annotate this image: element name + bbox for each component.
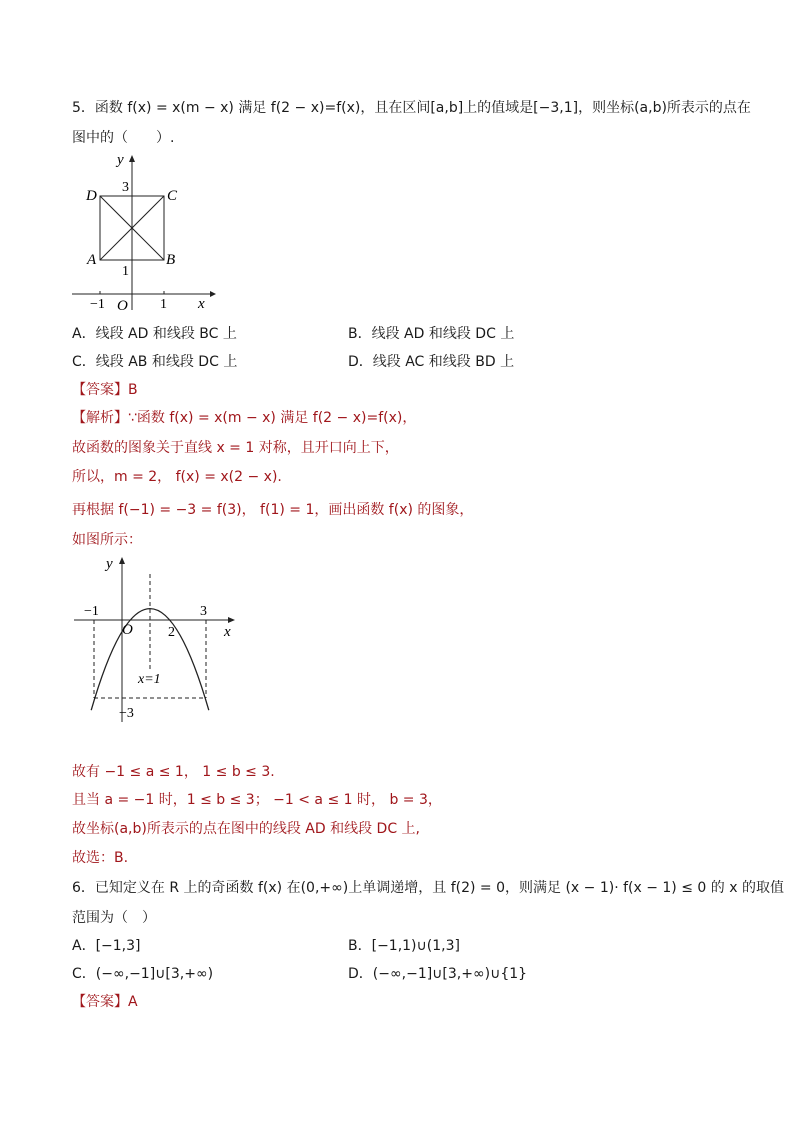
graph-x-arrow bbox=[228, 617, 235, 623]
x-axis-arrow bbox=[210, 291, 216, 297]
analysis-text: ∵函数 f(x) = x(m − x) 满足 f(2 − x)=f(x)， bbox=[128, 410, 417, 426]
analysis-label: 【解析】 bbox=[72, 410, 128, 426]
point-d-label: D bbox=[86, 188, 97, 204]
graph-origin: O bbox=[122, 622, 133, 638]
q6-option-a: A．[−1,3] bbox=[72, 938, 141, 954]
q5-answer: 【答案】B bbox=[72, 382, 138, 398]
q5-option-b: B．线段 AD 和线段 DC 上 bbox=[348, 326, 515, 342]
tick-3: 3 bbox=[122, 180, 129, 195]
q5-analysis-line1 bbox=[72, 408, 416, 428]
y-axis-arrow bbox=[129, 155, 135, 162]
q5-analysis-line5: 如图所示： bbox=[72, 532, 142, 548]
origin-label: O bbox=[117, 298, 128, 314]
q6-option-d: D．(−∞,−1]∪[3,+∞)∪{1} bbox=[348, 966, 528, 982]
point-c-label: C bbox=[167, 188, 178, 204]
q6-option-c: C．(−∞,−1]∪[3,+∞) bbox=[72, 966, 214, 982]
q5-option-a: A．线段 AD 和线段 BC 上 bbox=[72, 326, 237, 342]
q6-stem-line1: 6．已知定义在 R 上的奇函数 f(x) 在(0,+∞)上单调递增，且 f(2) = 0，则满足 (x − 1)· f(x − 1) ≤ 0 的 x 的取值 bbox=[72, 880, 784, 896]
q5-option-d: D．线段 AC 和线段 BD 上 bbox=[348, 354, 515, 370]
q6-option-b: B．[−1,1)∪(1,3] bbox=[348, 938, 460, 954]
graph-neg3: −3 bbox=[119, 706, 134, 721]
graph-x-label: x bbox=[224, 624, 231, 640]
q5-analysis-line4: 再根据 f(−1) = −3 = f(3)， f(1) = 1，画出函数 f(x) 的图象， bbox=[72, 502, 474, 518]
tick-neg1: −1 bbox=[90, 297, 105, 312]
q5-analysis-line9: 故选：B. bbox=[72, 850, 129, 866]
q5-analysis-line8: 故坐标(a,b)所表示的点在图中的线段 AD 和线段 DC 上, bbox=[72, 821, 421, 837]
q5-analysis-line6: 故有 −1 ≤ a ≤ 1， 1 ≤ b ≤ 3. bbox=[72, 764, 275, 780]
graph-y-arrow bbox=[119, 557, 125, 564]
graph-neg1: −1 bbox=[84, 604, 99, 619]
q5-analysis-line2: 故函数的图象关于直线 x = 1 对称，且开口向上下， bbox=[72, 440, 399, 456]
x-label: x bbox=[198, 296, 205, 312]
y-label: y bbox=[117, 152, 124, 168]
q6-answer: 【答案】A bbox=[72, 994, 138, 1010]
q5-analysis-line7: 且当 a = −1 时，1 ≤ b ≤ 3； −1 < a ≤ 1 时， b = 3， bbox=[72, 792, 442, 808]
q5-option-c: C．线段 AB 和线段 DC 上 bbox=[72, 354, 238, 370]
tick-x1: 1 bbox=[160, 297, 167, 312]
symmetry-label: x=1 bbox=[138, 672, 161, 687]
point-a-label: A bbox=[87, 252, 97, 268]
q5-stem-line1: 5．函数 f(x) = x(m − x) 满足 f(2 − x)=f(x)，且在区间[a,b]上的值域是[−3,1]，则坐标(a,b)所表示的点在 bbox=[72, 100, 751, 116]
graph-two: 2 bbox=[168, 625, 175, 640]
graph-y-label: y bbox=[106, 556, 113, 572]
q5-square-figure bbox=[70, 150, 220, 315]
parabola-graph bbox=[70, 552, 250, 727]
q5-stem-line2: 图中的（ ）. bbox=[72, 130, 175, 146]
graph-three: 3 bbox=[200, 604, 207, 619]
q6-stem-line2: 范围为（ ） bbox=[72, 910, 156, 926]
q5-analysis-line3: 所以，m = 2， f(x) = x(2 − x). bbox=[72, 469, 282, 485]
tick-1: 1 bbox=[122, 264, 129, 279]
point-b-label: B bbox=[166, 252, 176, 268]
